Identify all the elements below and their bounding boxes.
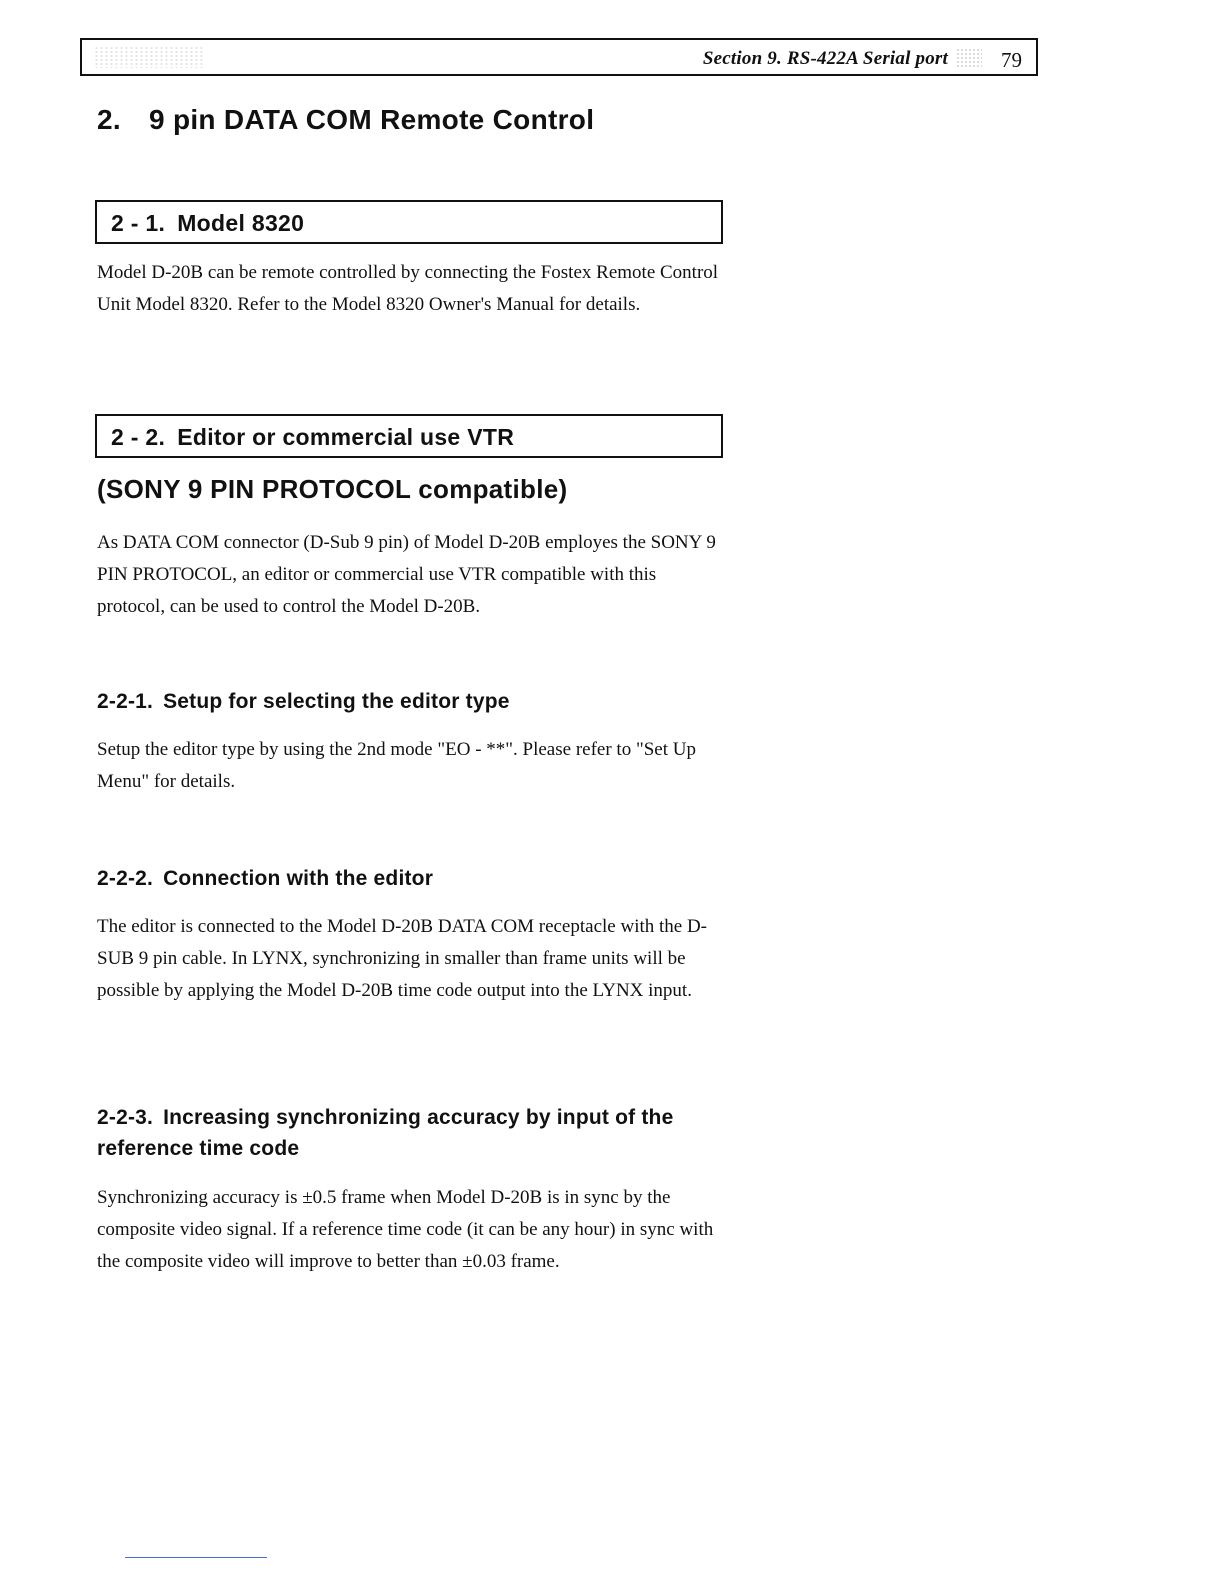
page-header — [80, 38, 1038, 76]
sony-protocol-subtitle: (SONY 9 PIN PROTOCOL compatible) — [97, 474, 568, 504]
footer-rule — [125, 1557, 267, 1558]
heading-number: 2 - 2. — [111, 424, 166, 450]
heading-model-8320 — [95, 200, 723, 244]
heading-number: 2 - 1. — [111, 210, 166, 236]
heading-text: Connection with the editor — [163, 867, 434, 890]
model-8320-body: Model D-20B can be remote controlled by connecting the Fostex Remote Control Unit Model 8320. Refer to the Model 8320 Owner's Manual for details. — [97, 262, 719, 315]
page-title-number: 2. — [97, 104, 121, 135]
heading-number: 2-2-3. — [97, 1106, 154, 1129]
heading-number: 2-2-1. — [97, 690, 154, 713]
header-scan-noise-right — [956, 48, 982, 68]
heading-connection-editor — [97, 863, 737, 894]
page-number: 79 — [1001, 48, 1022, 72]
sync-accuracy-body: Synchronizing accuracy is ±0.5 frame when Model D-20B is in sync by the composite video signal. If a reference time code (it can be any hour) in sync with the composite video will improve to better than ±0.03 frame. — [97, 1187, 714, 1272]
heading-sync-accuracy — [97, 1102, 727, 1164]
heading-text: Model 8320 — [177, 210, 305, 236]
heading-number: 2-2-2. — [97, 867, 154, 890]
header-scan-noise — [94, 46, 204, 68]
heading-text: Increasing synchronizing accuracy by input of the reference time code — [97, 1106, 674, 1160]
heading-setup-editor — [97, 686, 737, 717]
section-label: Section 9. RS-422A Serial port — [702, 48, 948, 69]
heading-text: Setup for selecting the editor type — [163, 690, 510, 713]
page-title — [97, 104, 594, 136]
editor-vtr-body: As DATA COM connector (D-Sub 9 pin) of Model D-20B employes the SONY 9 PIN PROTOCOL, an editor or commercial use VTR compatible with this protocol, can be used to control the Model D-20B. — [97, 532, 716, 617]
page-title-text: 9 pin DATA COM Remote Control — [149, 104, 595, 135]
setup-editor-body: Setup the editor type by using the 2nd mode "EO - **". Please refer to "Set Up Menu" for details. — [97, 739, 696, 792]
heading-text: Editor or commercial use VTR — [177, 424, 515, 450]
heading-editor-vtr — [95, 414, 723, 458]
connection-editor-body: The editor is connected to the Model D-20B DATA COM receptacle with the D-SUB 9 pin cable. In LYNX, synchronizing in smaller than frame units will be possible by applying the Model D-20B time code output into the LYNX input. — [97, 916, 708, 1001]
